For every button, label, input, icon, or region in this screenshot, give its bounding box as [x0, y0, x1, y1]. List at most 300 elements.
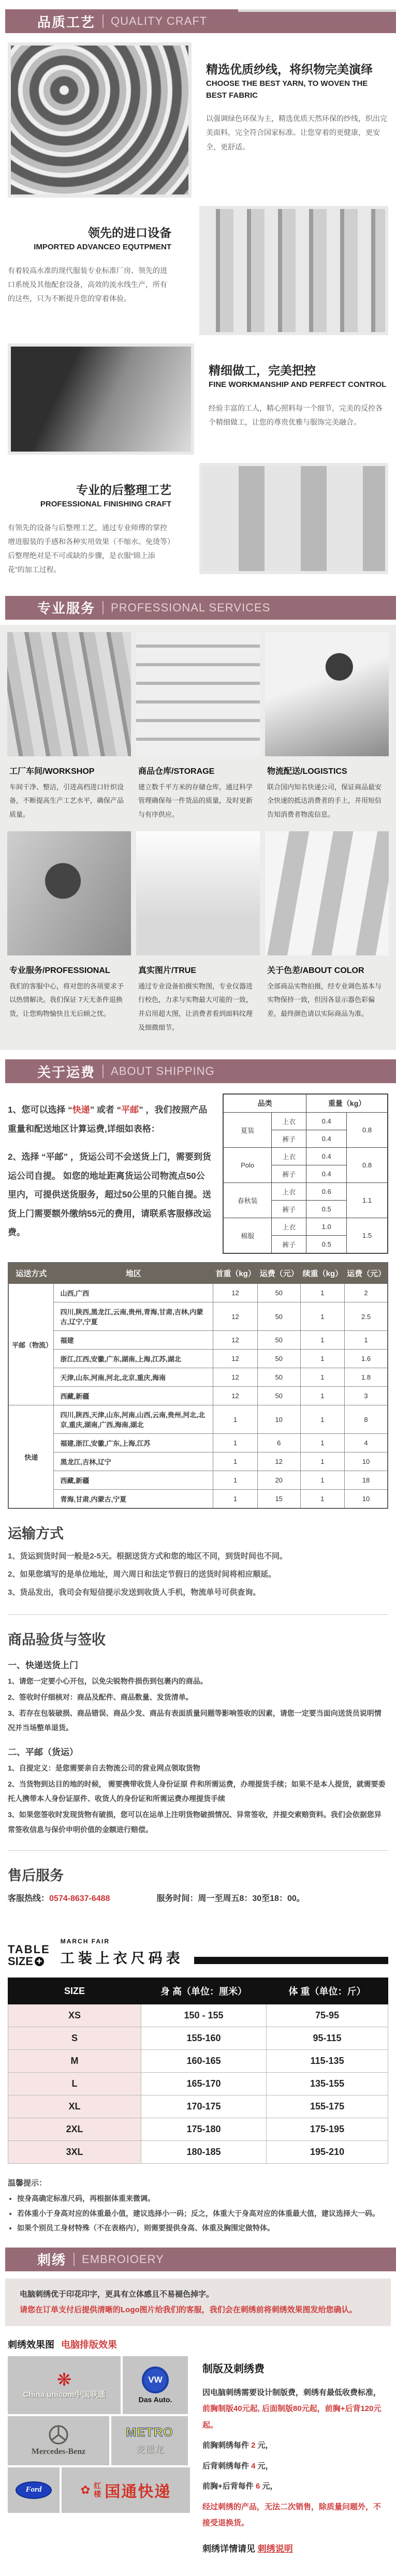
size-cell: L: [8, 2073, 141, 2095]
embroidery-samples-grid: [8, 2356, 190, 2563]
shipping-section: [0, 1088, 396, 1924]
table-row: [8, 1387, 388, 1405]
vw-slogan: Das Auto.: [138, 2395, 172, 2404]
header-divider: [102, 1065, 104, 1078]
services-grid-row1: [7, 632, 389, 824]
mercedes-star-icon: [48, 2424, 69, 2445]
unicom-en: China unicom: [23, 2390, 75, 2399]
embroidery-content: [0, 2356, 396, 2576]
note-text: ” ，我们按照产品重量和配送地区计算运费,详细如表格：: [8, 1105, 208, 1134]
size-table-title-block: [61, 1938, 184, 1967]
cont-weight-cell: 1: [300, 1350, 344, 1368]
first-fee-cell: 50: [257, 1302, 300, 1331]
value-cell: 0.4: [306, 1148, 347, 1165]
table-row: [8, 1368, 388, 1387]
height-cell: 170-175: [141, 2095, 266, 2118]
inspection-item: 1、请您一定要小心开包，以免尖锐物件损伤到包裹内的商品。: [8, 1677, 208, 1686]
first-fee-cell: 10: [257, 1405, 300, 1434]
mercedes-text: Mercedes-Benz: [31, 2447, 86, 2457]
section-title-zh: 刺绣: [37, 2252, 67, 2268]
table-row: [8, 1471, 388, 1490]
fee-price: 6: [255, 2482, 260, 2491]
cont-weight-cell: 1: [300, 1284, 344, 1302]
service-card-logistics: [265, 632, 389, 824]
cont-weight-cell: 1: [300, 1452, 344, 1471]
top-partial-bar: [238, 9, 396, 12]
detail-text: 刺绣详情请见: [202, 2543, 258, 2554]
category-cell: Polo: [223, 1148, 271, 1183]
region-cell: 四川,陕西,黑龙江,云南,贵州,青海,甘肃,吉林,内蒙古,辽宁,宁夏: [54, 1302, 213, 1331]
table-row: [8, 1405, 388, 1434]
rate-header: 首重（kg）: [213, 1263, 257, 1284]
quality-title: 专业的后整理工艺: [76, 483, 171, 497]
region-cell: 山西,广西: [54, 1284, 213, 1302]
brand-label: MARCH FAIR: [60, 1938, 110, 1945]
table-row: [223, 1113, 388, 1130]
quality-paragraph: 以强调绿色环保为主，精选优质天然环保的纱线，织出完美面料，完全符合国家标准。让您穿着的更健康，更安全，更舒适。: [206, 114, 387, 151]
service-card-title: 专业服务/PROFESSIONAL: [9, 966, 110, 975]
rate-header: 续重（kg）: [300, 1263, 344, 1284]
table-size-logo-line2: SIZE: [8, 1955, 33, 1968]
table-row: [8, 1284, 388, 1302]
fee-warning: 经过刺绣的产品，无法二次销售，除质量问题外，不接受退换货。: [202, 2502, 382, 2528]
service-card-desc: 联合国内知名快递公司，保证商品最安全快速的抵达消费者的手上，并用短信告知消费者物流信息。: [267, 783, 382, 818]
service-card-title: 商品仓库/STORAGE: [138, 767, 215, 776]
shipping-notes: [8, 1094, 213, 1254]
weight-cell: 115-135: [267, 2050, 388, 2073]
table-size-logo-line1: TABLE: [8, 1943, 50, 1956]
section-title-en: ABOUT SHIPPING: [111, 1065, 215, 1078]
fee-text: 元，: [255, 2461, 273, 2470]
fee-intro: [202, 2385, 388, 2434]
service-card-title: 工厂车间/WORKSHOP: [9, 767, 95, 776]
quality-row-equipment: [0, 202, 396, 339]
inspection-title: 商品验货与签收: [8, 1632, 106, 1648]
section-title-zh: 关于运费: [37, 1064, 96, 1080]
cont-fee-cell: 10: [345, 1490, 388, 1509]
service-card-desc: 我们的客服中心，将对您的各项要求予以热情解决。我们保证 7天无条件退换货，让您购物愉快且无后顾之忧。: [9, 982, 124, 1017]
service-card-title: 物流配送/LOGISTICS: [267, 767, 347, 776]
circle-plus-icon: ✚: [35, 1957, 44, 1966]
section-title-zh: 专业服务: [37, 601, 96, 617]
notice-line-2: 请您在订单支付后提供清晰的Logo图片给我们的客服，我们会在刺绣前将刺绣效果图发给您确认。: [20, 2305, 357, 2314]
decorative-black-bar: [194, 1957, 388, 1964]
cont-fee-cell: 10: [345, 1452, 388, 1471]
weight-col-header: 体 重（单位：斤）: [267, 1978, 388, 2004]
call-center-photo: [7, 831, 131, 955]
vw-badge-icon: VW: [142, 2367, 169, 2393]
shipping-note-2: 2、选择 “平邮” ，货运公司不会送货上门，需要到货运公司自提。 如您的地址距离货运公司物流点50公里内，可提供送货服务，超过50公里的只能自提。送货上门需要额外缴纳55元的费用，请联系客服修改运费。: [8, 1152, 211, 1238]
inspection-block: [8, 1658, 388, 1837]
quality-row-yarn: [0, 38, 396, 202]
shipping-rate-table: [8, 1262, 388, 1509]
gallery-title: 刺绣效果图: [8, 2339, 54, 2350]
weight-cell: 135-155: [267, 2073, 388, 2095]
section-header-embroidery: [5, 2248, 396, 2271]
notice-line-1: 电脑刺绣优于印花印字，更具有立体感且不易褪色掉字。: [20, 2289, 214, 2299]
fee-line-back: [202, 2458, 388, 2475]
table-row: [8, 2141, 388, 2164]
page: [0, 9, 396, 2576]
quality-title: 精选优质纱线，将织物完美演绎: [206, 63, 373, 76]
note-text: ” 或者 “: [90, 1105, 122, 1115]
size-cell: 2XL: [8, 2118, 141, 2141]
after-sale-line: [8, 1892, 388, 1904]
service-card-workshop: [7, 632, 131, 824]
unicom-zh: 中国联通: [74, 2390, 106, 2399]
cont-fee-cell: 18: [345, 1471, 388, 1490]
courier-photo: [265, 632, 389, 756]
logo-volkswagen: [123, 2356, 188, 2414]
section-header-quality: [5, 9, 396, 33]
table-row: [8, 1350, 388, 1368]
first-weight-cell: 1: [213, 1405, 257, 1434]
table-row: [8, 2004, 388, 2027]
transport-note: 2、如果您填写的是单位地址，周六周日和法定节假日的送货时间将相应顺延。: [8, 1570, 276, 1579]
after-sale-title: 售后服务: [8, 1868, 64, 1884]
weight-cell: 175-195: [267, 2118, 388, 2141]
fee-line-front: [202, 2437, 388, 2454]
service-card-title: 真实图片/TRUE: [138, 966, 197, 975]
gallery-subtitle: 电脑排版效果: [61, 2339, 118, 2350]
first-weight-cell: 1: [213, 1490, 257, 1509]
inspection-sub-express: 一、快递送货上门: [8, 1660, 78, 1671]
section-title-en: EMBROIOERY: [82, 2252, 164, 2266]
region-cell: 福建,浙江,安徽,广东,上海,江苏: [54, 1434, 213, 1452]
cont-fee-cell: 1.8: [345, 1368, 388, 1387]
table-row: [223, 1218, 388, 1236]
first-fee-cell: 50: [257, 1331, 300, 1350]
service-card-true-picture: [136, 831, 260, 1037]
metro-chinese-text: 麦德龙: [136, 2444, 164, 2455]
logo-guotong-express: [62, 2467, 190, 2513]
first-weight-cell: 1: [213, 1434, 257, 1452]
service-card-desc: 车间干净、整洁，引进高档进口针织设备，不断提高生产工艺水平，确保产品质量。: [9, 783, 124, 818]
inspection-item: 3、如果您签收时发现货物有破损，您可以在运单上注明货物破损情况、异常签收，并提交索赔资料。我们会依据您异常签收信息与保价申明价值的金额进行赔偿。: [8, 1810, 382, 1834]
first-weight-cell: 12: [213, 1387, 257, 1405]
cont-fee-cell: 1.6: [345, 1350, 388, 1368]
inspection-sub-surface: 二、平邮（货运）: [8, 1747, 78, 1757]
cont-fee-cell: 4: [345, 1434, 388, 1452]
quality-paragraph: 有着较高水准的现代服装专业标准厂房、领先的进口系统及其他配套设备，高效的流水线生产，所有的这些，只为不断提升您的穿着体验。: [8, 266, 167, 303]
fee-text: 后背刺绣每件: [202, 2461, 252, 2470]
service-time: 服务时间：周一至周五8：30至18：00。: [156, 1894, 305, 1904]
quality-text-block: [8, 463, 185, 582]
method-cell-express: 快递: [8, 1405, 54, 1509]
guotong-text: 国通快递: [105, 2483, 171, 2500]
weight-cell: 95-115: [267, 2027, 388, 2050]
embroidery-notice-box: [5, 2279, 391, 2326]
cont-fee-cell: 2: [345, 1284, 388, 1302]
value-cell: 0.5: [306, 1201, 347, 1218]
embroidery-instructions-link[interactable]: 刺绣说明: [257, 2543, 293, 2554]
item-cell: 裤子: [271, 1165, 306, 1183]
weight-cell: 75-95: [267, 2004, 388, 2027]
quality-text-block: [209, 343, 388, 455]
tip-item: • 按身高确定标准尺码，再根据体重来微调。: [17, 2192, 388, 2205]
service-card-professional: [7, 831, 131, 1037]
service-card-desc: 建立数千平方米的存储仓库，通过科学管理确保每一件货品的质量，及时更新与有序供应。: [138, 783, 253, 818]
item-cell: 裤子: [271, 1236, 306, 1254]
first-weight-cell: 1: [213, 1471, 257, 1490]
guotong-emblem-icon: ✿: [80, 2483, 91, 2496]
first-fee-cell: 20: [257, 1471, 300, 1490]
cont-weight-cell: 1: [300, 1368, 344, 1387]
total-cell: 0.8: [347, 1113, 388, 1148]
fee-line-both: [202, 2478, 388, 2495]
cont-weight-cell: 1: [300, 1331, 344, 1350]
first-fee-cell: 12: [257, 1452, 300, 1471]
weight-cell: 195-210: [267, 2141, 388, 2164]
region-cell: 西藏,新疆: [54, 1387, 213, 1405]
quality-subtitle-en: PROFESSIONAL FINISHING CRAFT: [40, 500, 171, 508]
region-cell: 西藏,新疆: [54, 1471, 213, 1490]
cont-weight-cell: 1: [300, 1490, 344, 1509]
table-row: [8, 2027, 388, 2050]
size-chart-table: [8, 1978, 388, 2164]
section-header-services: [5, 596, 396, 620]
category-cell: 春秋装: [223, 1183, 271, 1218]
transport-notes: [8, 1548, 388, 1601]
height-cell: 155-160: [141, 2027, 266, 2050]
weight-table: [223, 1094, 388, 1254]
value-cell: 0.4: [306, 1165, 347, 1183]
item-cell: 上衣: [271, 1218, 306, 1236]
cont-weight-cell: 1: [300, 1405, 344, 1434]
quality-title: 领先的进口设备: [88, 226, 171, 239]
table-row: [8, 1302, 388, 1331]
table-row: [223, 1148, 388, 1165]
inspection-item: 3、若存在包装破损、商品错误、商品少发、商品有表面质量问题等影响签收的因素，请您一定要当面向送货员说明情况并当场整单退货。: [8, 1709, 382, 1732]
region-cell: 四川,陕西,天津,山东,河南,山西,云南,贵州,河北,北京,重庆,湖南,广西,海南,湖北: [54, 1405, 213, 1434]
fee-text: 前胸+后背每件: [202, 2482, 256, 2491]
services-grid-row2: [7, 831, 389, 1037]
quality-title: 精细做工，完美把控: [209, 364, 316, 377]
fee-text: 元，: [260, 2482, 278, 2491]
first-weight-cell: 12: [213, 1302, 257, 1331]
first-fee-cell: 50: [257, 1350, 300, 1368]
table-row: [8, 2095, 388, 2118]
table-size-logo: [8, 1943, 50, 1967]
service-card-about-color: [265, 831, 389, 1037]
header-divider: [74, 2253, 75, 2266]
height-cell: 175-180: [141, 2118, 266, 2141]
tip-item: • 如果个别员工身材特殊（不在表格内），则需要提供身高、体重及胸围定做特体。: [17, 2222, 388, 2235]
size-cell: M: [8, 2050, 141, 2073]
quality-paragraph: 经验丰富的工人，精心照料每一个细节，完美的反控各个精细做工，让您的尊贵优雅与服饰完美融合。: [209, 403, 383, 426]
region-cell: 青海,甘肃,内蒙古,宁夏: [54, 1490, 213, 1509]
header-divider: [102, 601, 104, 615]
quality-text-block: [8, 206, 185, 335]
inspection-item: 2、签收时仔细核对：商品及配件、商品数量、发货清单。: [8, 1693, 193, 1701]
rate-header: 地区: [54, 1263, 213, 1284]
category-cell: 夏装: [223, 1113, 271, 1148]
transport-note: 1、货运到货时间一般是2-5天。根据送货方式和您的地区不同，到货时间也不同。: [8, 1552, 288, 1561]
region-cell: 天津,山东,河南,河北,北京,重庆,海南: [54, 1368, 213, 1387]
first-fee-cell: 50: [257, 1284, 300, 1302]
embroidery-detail-line: [202, 2540, 388, 2558]
knitting-machines-photo: [199, 206, 388, 335]
transport-title: 运输方式: [8, 1526, 64, 1542]
transport-note: 3、货品发出，我司会有短信提示发送到收货人手机，物流单号可供查询。: [8, 1588, 261, 1597]
photo-studio-photo: [136, 831, 260, 955]
value-cell: 0.4: [306, 1113, 347, 1130]
tip-item: • 若体重小于身高对应的体重最小值，建议选择小一码；反之，体重大于身高对应的体重最大值，建议选择大一码。: [17, 2207, 388, 2220]
method-cell-surface: 平邮（物流）: [8, 1284, 54, 1405]
cont-weight-cell: 1: [300, 1302, 344, 1331]
total-cell: 0.8: [347, 1148, 388, 1183]
quality-text-block: [206, 42, 388, 198]
size-tips: [0, 2164, 396, 2238]
washing-machines-photo: [199, 463, 388, 574]
item-cell: 上衣: [271, 1148, 306, 1165]
sewing-hands-photo: [8, 343, 194, 455]
cont-weight-cell: 1: [300, 1387, 344, 1405]
inspection-item: 2、当货物到达目的地的时候， 需要携带收货人身份证原 件和所需运费，办理提货手续；如果不是本人提货，就需要委托人携带本人身份证原件、收货人的身份证和所需运费办理提货手续: [8, 1779, 386, 1803]
section-header-shipping: [5, 1059, 396, 1083]
divider: [8, 1850, 388, 1851]
hotline-label: 客服热线：: [8, 1894, 50, 1904]
quality-paragraph: 有领先的设备与后整理工艺，通过专业师傅的掌控增进服装的手感和各种实用效果（不缩水、免烫等）后整理绝对是不可或缺的步骤，是衣服“锦上添花”的加工过程。: [8, 523, 171, 574]
cont-weight-cell: 1: [300, 1471, 344, 1490]
header-divider: [102, 14, 104, 28]
category-cell: 棉服: [223, 1218, 271, 1254]
table-row: [8, 1452, 388, 1471]
logo-metro: [111, 2416, 188, 2465]
size-cell: S: [8, 2027, 141, 2050]
note-red-surface-mail: 平邮: [121, 1105, 139, 1115]
first-weight-cell: 12: [213, 1368, 257, 1387]
first-fee-cell: 50: [257, 1368, 300, 1387]
first-fee-cell: 50: [257, 1387, 300, 1405]
tips-title: 温馨提示：: [8, 2179, 47, 2188]
first-fee-cell: 15: [257, 1490, 300, 1509]
embroidery-fee-block: [202, 2356, 388, 2563]
first-weight-cell: 12: [213, 1350, 257, 1368]
services-panel: [0, 625, 396, 1050]
item-cell: 上衣: [271, 1113, 306, 1130]
total-cell: 1.1: [347, 1183, 388, 1218]
fee-price: 2: [251, 2441, 256, 2450]
service-card-storage: [136, 632, 260, 824]
yarn-spools-photo: [8, 42, 192, 198]
quality-subtitle-en: IMPORTED ADVANCEO EQUTPMENT: [34, 243, 171, 251]
region-cell: 黑龙江,吉林,辽宁: [54, 1452, 213, 1471]
service-card-title: 关于色差/ABOUT COLOR: [267, 966, 364, 975]
weight-table-header-weight: 重量（kg）: [306, 1094, 388, 1113]
section-title-en: QUALITY CRAFT: [111, 14, 208, 27]
unicom-text: [23, 2391, 105, 2400]
weight-table-header-category: 品类: [223, 1094, 306, 1113]
hotline: [8, 1892, 110, 1904]
section-title-zh: 品质工艺: [37, 14, 96, 30]
metro-text: METRO: [126, 2425, 173, 2440]
hangers-photo: [265, 831, 389, 955]
cont-fee-cell: 1: [345, 1331, 388, 1350]
table-row: [223, 1183, 388, 1201]
section-title-en: PROFESSIONAL SERVICES: [111, 601, 271, 614]
divider: [8, 1614, 388, 1615]
workshop-photo: [7, 632, 131, 756]
cont-fee-cell: 8: [345, 1405, 388, 1434]
height-cell: 160-165: [141, 2050, 266, 2073]
embroidery-gallery-heading: [0, 2335, 396, 2356]
shipping-note-1: [8, 1101, 213, 1139]
ford-oval-icon: Ford: [16, 2481, 52, 2499]
fee-text: 元，: [255, 2441, 273, 2450]
inspection-item: 1、自提定义：是您需要亲自去物流公司的营业网点领取货物: [8, 1763, 200, 1772]
quality-subtitle-en: FINE WORKMANSHIP AND PERFECT CONTROL: [209, 380, 387, 389]
note-text: 1、您可以选择 “: [8, 1105, 72, 1115]
item-cell: 裤子: [271, 1130, 306, 1148]
note-red-express: 快递: [72, 1105, 90, 1115]
unicom-knot-icon: ❋: [56, 2370, 72, 2390]
size-table-header: [0, 1924, 396, 1969]
rate-header: 运费（元）: [257, 1263, 300, 1284]
service-card-desc: 通过专业设备拍摄实物图，专业仪器进行校色，力求与实物最大可能的一致，并启用超大图，让消费者看到面料纹理及细微细节。: [138, 982, 253, 1031]
rate-header: 运费（元）: [345, 1263, 388, 1284]
fee-intro-red: 前胸制版40元起, 后面制版80元起，前胸+后背120元起。: [202, 2404, 382, 2430]
storage-photo: [136, 632, 260, 756]
quality-row-finishing: [0, 459, 396, 587]
service-card-desc: 全部商品实物拍摄，经专业调色基本与实物保持一致，但因各显示器色彩偏差，最终颜色请以实际商品为准。: [267, 982, 382, 1017]
logo-mercedes-benz: [8, 2416, 109, 2465]
height-cell: 180-185: [141, 2141, 266, 2164]
size-cell: XL: [8, 2095, 141, 2118]
fee-title: 制版及刺绣费: [202, 2363, 265, 2375]
quality-row-workmanship: [0, 339, 396, 459]
rate-header: 运送方式: [8, 1263, 54, 1284]
size-cell: 3XL: [8, 2141, 141, 2164]
value-cell: 0.6: [306, 1183, 347, 1201]
total-cell: 1.5: [347, 1218, 388, 1254]
first-fee-cell: 6: [257, 1434, 300, 1452]
logo-ford: [8, 2467, 60, 2513]
item-cell: 裤子: [271, 1201, 306, 1218]
fee-intro-text: 因电脑刺绣需要设计制版费，刺绣有最低收费标准，: [202, 2388, 382, 2397]
size-cell: XS: [8, 2004, 141, 2027]
height-cell: 165-170: [141, 2073, 266, 2095]
cont-weight-cell: 1: [300, 1434, 344, 1452]
table-row: [8, 2073, 388, 2095]
region-cell: 浙江,江西,安徽,广东,湖南,上海,江苏,湖北: [54, 1350, 213, 1368]
table-row: [8, 1490, 388, 1509]
height-cell: 150 - 155: [141, 2004, 266, 2027]
logo-china-unicom: [8, 2356, 121, 2414]
hotline-number: 0574-8637-6488: [49, 1894, 110, 1904]
first-weight-cell: 1: [213, 1452, 257, 1471]
first-weight-cell: 12: [213, 1331, 257, 1350]
first-weight-cell: 12: [213, 1284, 257, 1302]
table-row: [8, 1434, 388, 1452]
weight-cell: 155-175: [267, 2095, 388, 2118]
cont-fee-cell: 3: [345, 1387, 388, 1405]
table-row: [8, 2050, 388, 2073]
item-cell: 上衣: [271, 1183, 306, 1201]
fee-price: 4: [251, 2461, 256, 2470]
value-cell: 1.0: [306, 1218, 347, 1236]
table-row: [8, 1331, 388, 1350]
size-col-header: SIZE: [8, 1978, 141, 2004]
guotong-prefix: 红楼: [93, 2481, 102, 2498]
value-cell: 0.4: [306, 1130, 347, 1148]
value-cell: 0.5: [306, 1236, 347, 1254]
region-cell: 福建: [54, 1331, 213, 1350]
height-col-header: 身 高（单位：厘米）: [141, 1978, 266, 2004]
quality-subtitle-en: CHOOSE THE BEST YARN, TO WOVEN THE BEST FABRIC: [206, 79, 368, 100]
cont-fee-cell: 2.5: [345, 1302, 388, 1331]
table-row: [8, 2118, 388, 2141]
